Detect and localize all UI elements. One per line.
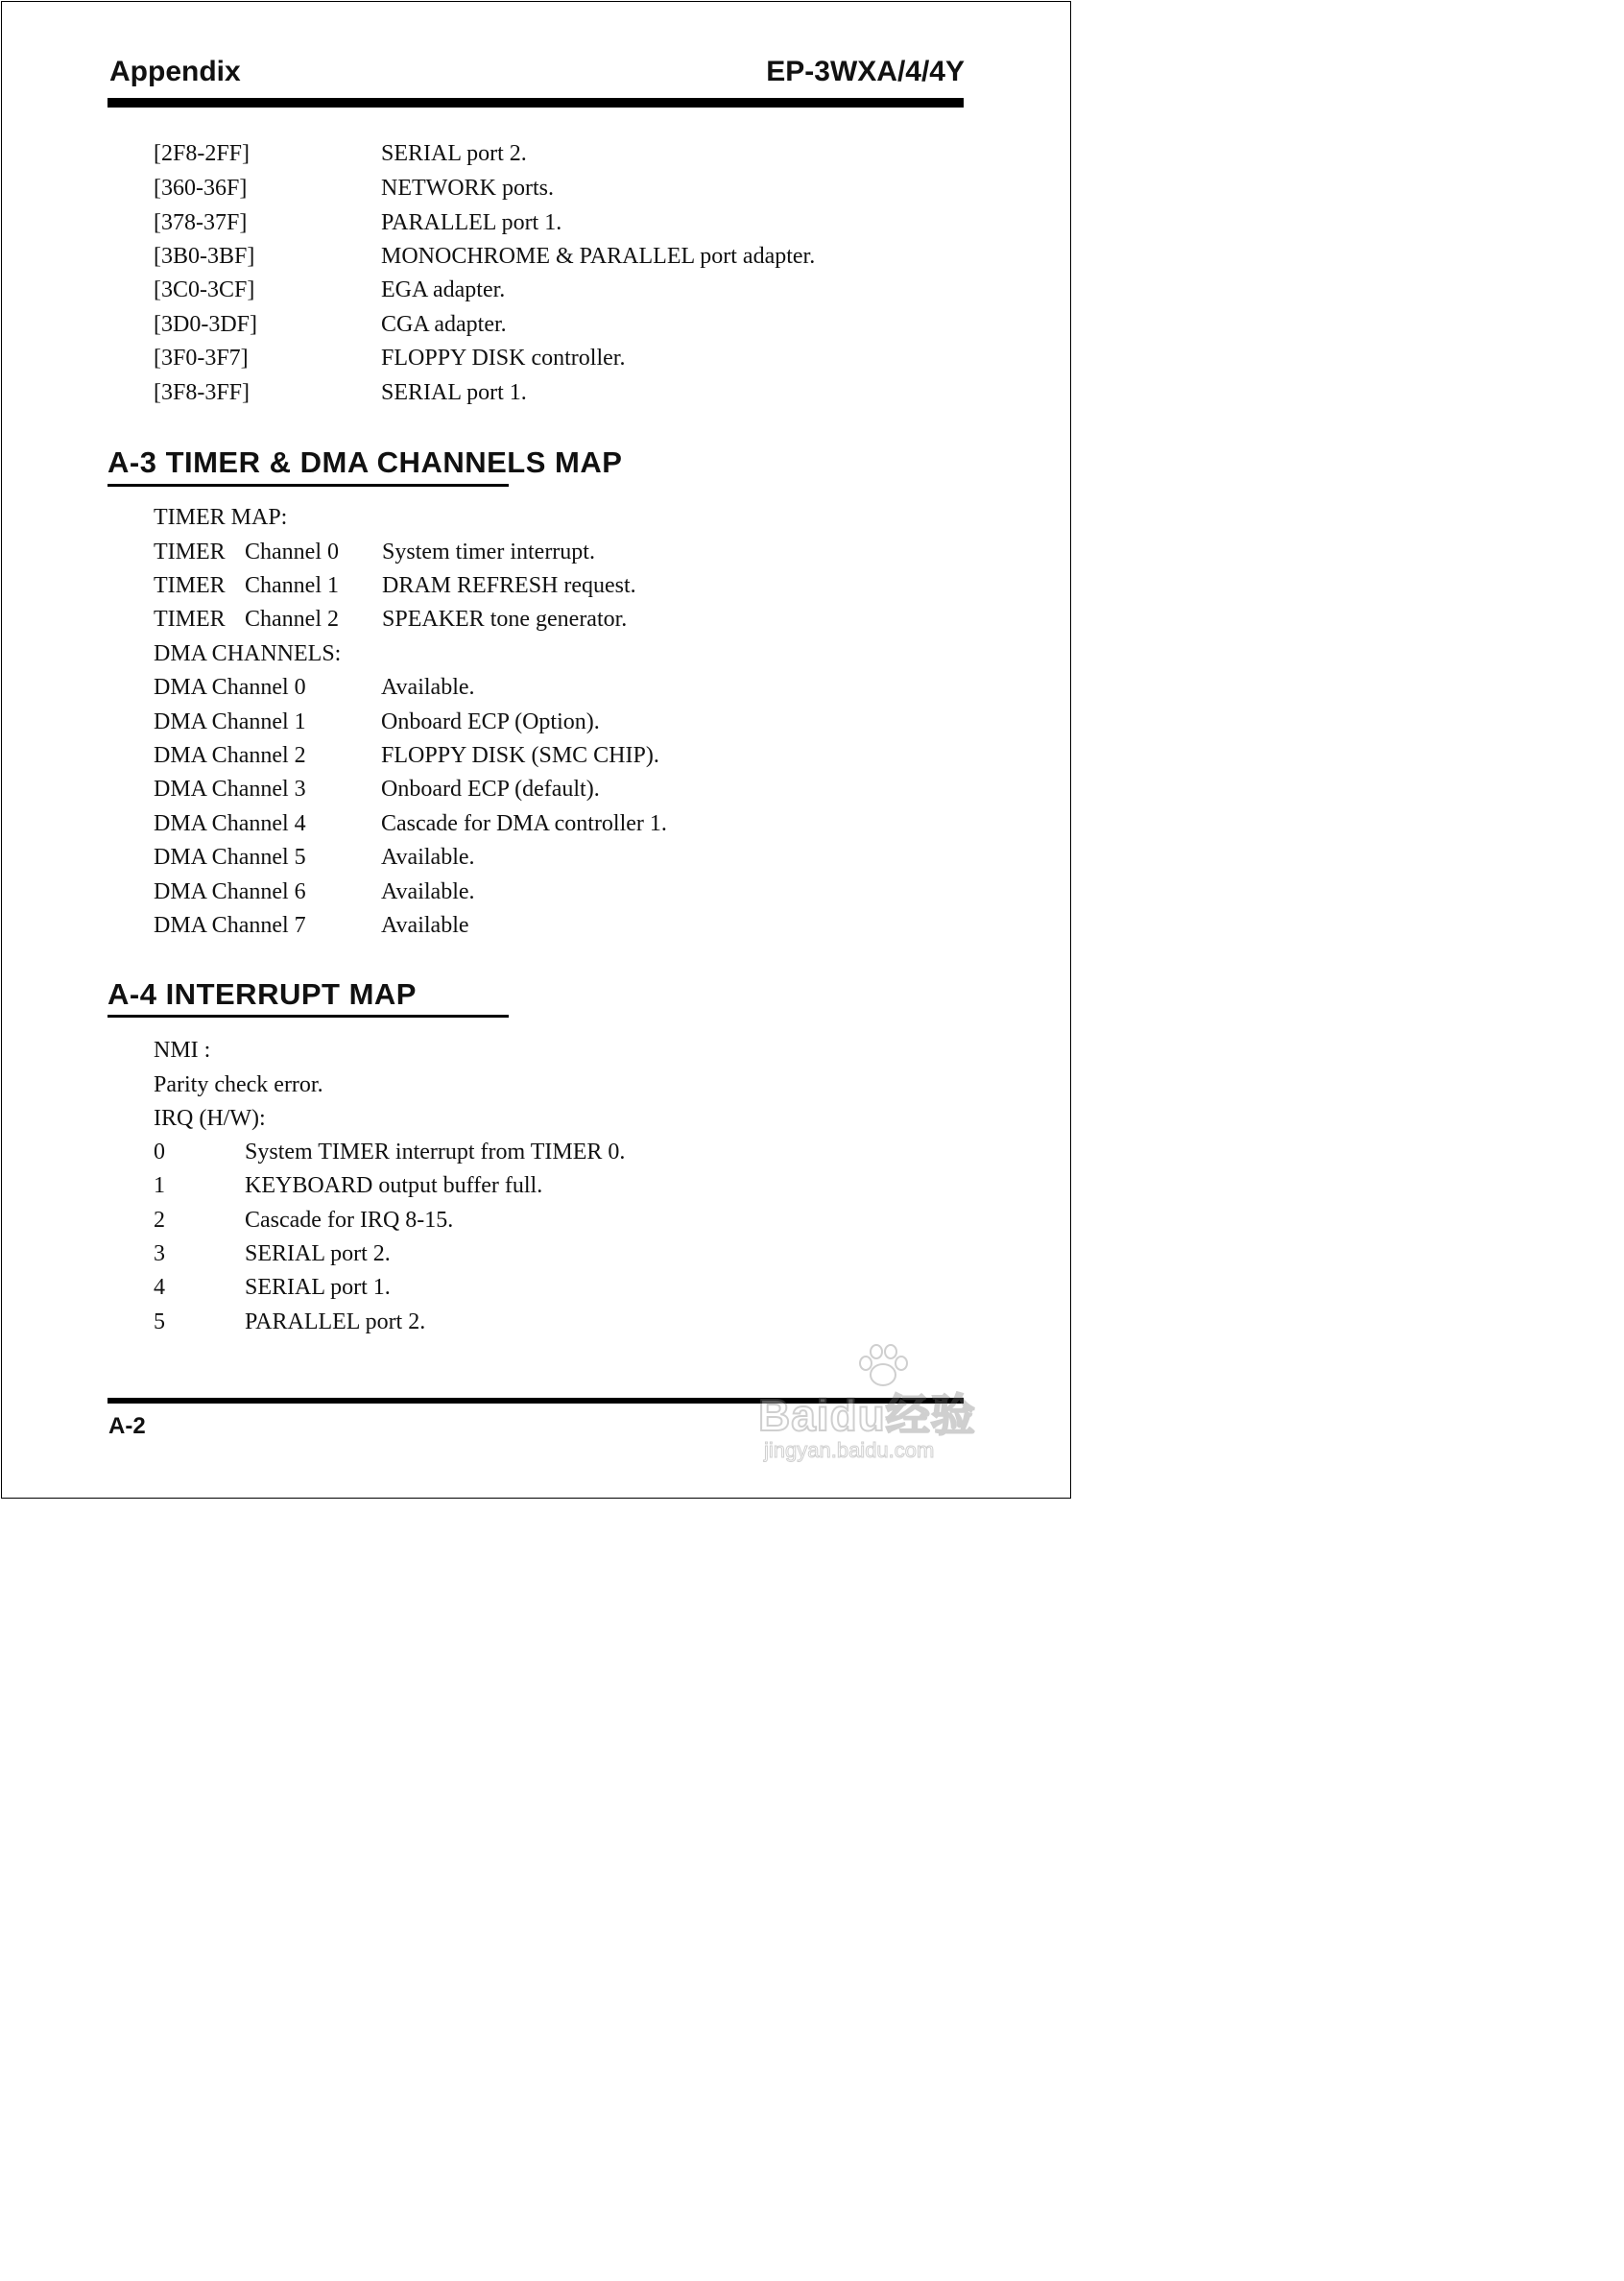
- irq-number: 2: [154, 1208, 165, 1233]
- header-rule: [107, 98, 964, 108]
- dma-channel: DMA Channel 7: [154, 913, 306, 938]
- io-desc: MONOCHROME & PARALLEL port adapter.: [381, 244, 816, 269]
- dma-desc: Available: [381, 913, 469, 938]
- io-range: [3C0-3CF]: [154, 277, 255, 302]
- irq-number: 3: [154, 1241, 165, 1266]
- irq-desc: SERIAL port 2.: [245, 1241, 391, 1266]
- timer-name: TIMER: [154, 607, 226, 632]
- irq-desc: System TIMER interrupt from TIMER 0.: [245, 1140, 626, 1165]
- timer-channel: Channel 1: [245, 573, 339, 598]
- irq-desc: PARALLEL port 2.: [245, 1309, 426, 1334]
- irq-number: 5: [154, 1309, 165, 1334]
- timer-channel: Channel 0: [245, 540, 339, 564]
- dma-desc: Onboard ECP (Option).: [381, 709, 600, 734]
- dma-desc: Onboard ECP (default).: [381, 777, 600, 802]
- dma-channel: DMA Channel 6: [154, 879, 306, 904]
- io-range: [3B0-3BF]: [154, 244, 255, 269]
- io-range: [378-37F]: [154, 210, 248, 235]
- running-header-right: EP-3WXA/4/4Y: [766, 56, 965, 87]
- io-desc: SERIAL port 1.: [381, 380, 527, 405]
- watermark-logo: Baidu经验: [758, 1390, 976, 1440]
- dma-desc: Available.: [381, 845, 475, 870]
- io-desc: EGA adapter.: [381, 277, 506, 302]
- io-range: [3F8-3FF]: [154, 380, 251, 405]
- irq-heading-text: IRQ (H/W):: [154, 1106, 266, 1131]
- io-desc: NETWORK ports.: [381, 176, 554, 201]
- io-desc: CGA adapter.: [381, 312, 507, 337]
- irq-desc: SERIAL port 1.: [245, 1275, 391, 1300]
- dma-channel: DMA Channel 1: [154, 709, 306, 734]
- dma-desc: FLOPPY DISK (SMC CHIP).: [381, 743, 659, 768]
- dma-channels-heading-text: DMA CHANNELS:: [154, 641, 342, 666]
- irq-number: 1: [154, 1173, 165, 1198]
- dma-channel: DMA Channel 2: [154, 743, 306, 768]
- watermark-url: jingyan.baidu.com: [764, 1438, 935, 1462]
- timer-map-heading-text: TIMER MAP:: [154, 505, 288, 530]
- irq-number: 4: [154, 1275, 165, 1300]
- section-title-rule: [107, 1015, 509, 1018]
- dma-desc: Cascade for DMA controller 1.: [381, 811, 667, 836]
- page-number: A-2: [108, 1413, 146, 1439]
- dma-channel: DMA Channel 0: [154, 675, 306, 700]
- timer-name: TIMER: [154, 573, 226, 598]
- io-range: [3F0-3F7]: [154, 346, 249, 371]
- section-title-timer-dma: A-3 TIMER & DMA CHANNELS MAP: [107, 445, 623, 479]
- timer-channel: Channel 2: [245, 607, 339, 632]
- dma-channel: DMA Channel 3: [154, 777, 306, 802]
- dma-desc: Available.: [381, 879, 475, 904]
- section-title-interrupt: A-4 INTERRUPT MAP: [107, 977, 417, 1011]
- io-desc: PARALLEL port 1.: [381, 210, 562, 235]
- dma-channel: DMA Channel 4: [154, 811, 306, 836]
- io-range: [3D0-3DF]: [154, 312, 257, 337]
- irq-desc: KEYBOARD output buffer full.: [245, 1173, 543, 1198]
- io-range: [2F8-2FF]: [154, 141, 251, 166]
- nmi-heading-text: NMI :: [154, 1038, 211, 1063]
- irq-number: 0: [154, 1140, 165, 1165]
- irq-desc: Cascade for IRQ 8-15.: [245, 1208, 454, 1233]
- timer-desc: SPEAKER tone generator.: [382, 607, 628, 632]
- running-header-left: Appendix: [109, 56, 241, 87]
- timer-name: TIMER: [154, 540, 226, 564]
- dma-desc: Available.: [381, 675, 475, 700]
- footer-rule: [107, 1398, 964, 1404]
- dma-channel: DMA Channel 5: [154, 845, 306, 870]
- nmi-desc-text: Parity check error.: [154, 1072, 323, 1097]
- io-range: [360-36F]: [154, 176, 248, 201]
- timer-desc: System timer interrupt.: [382, 540, 595, 564]
- io-desc: FLOPPY DISK controller.: [381, 346, 626, 371]
- io-desc: SERIAL port 2.: [381, 141, 527, 166]
- timer-desc: DRAM REFRESH request.: [382, 573, 636, 598]
- section-title-rule: [107, 484, 509, 487]
